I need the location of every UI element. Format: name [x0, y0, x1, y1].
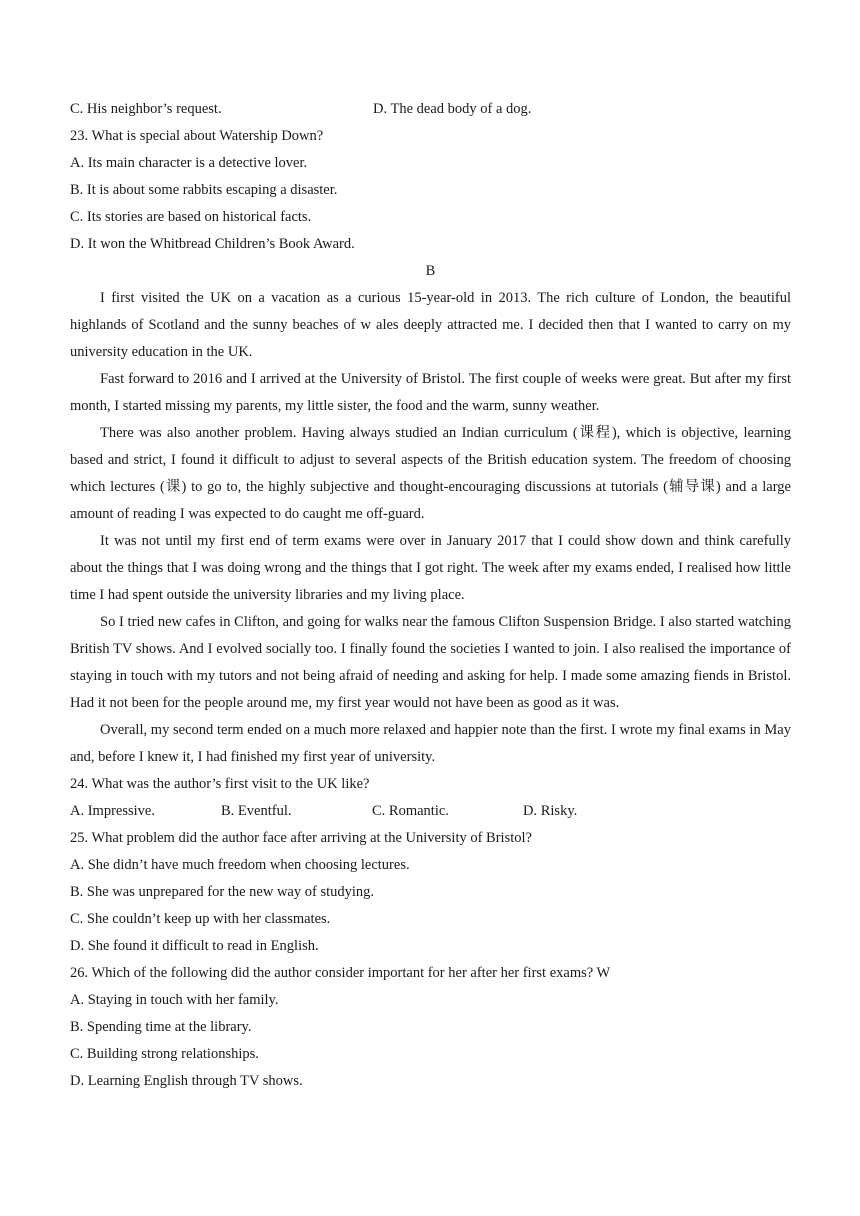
q23-option-c: C. Its stories are based on historical facts.: [70, 209, 312, 225]
passage-paragraph-4: It was not until my first end of term exams were over in January 2017 that I could show down and think carefully about the things that I was doing wrong and the things that I got right. The week after my exams ended, I realised how little time I had spent outside the university libraries and my living place.: [70, 533, 791, 603]
q25-option-d: D. She found it difficult to read in English.: [70, 938, 319, 954]
passage-paragraph-1: I first visited the UK on a vacation as a curious 15-year-old in 2013. The rich culture of London, the beautiful highlands of Scotland and the sunny beaches of w ales deeply attracted me. I decided then that I wanted to carry on my university education in the UK.: [70, 290, 791, 360]
exam-page: [70, 96, 791, 1095]
q22-option-c: C. His neighbor’s request.: [70, 101, 222, 117]
q24-option-c: C. Romantic.: [372, 803, 449, 819]
q25-question: 25. What problem did the author face after arriving at the University of Bristol?: [70, 830, 532, 846]
q26-question: 26. Which of the following did the author consider important for her after her first exams? W: [70, 965, 611, 981]
q22-options-row: [70, 96, 791, 123]
q25-option-a: A. She didn’t have much freedom when choosing lectures.: [70, 857, 410, 873]
q23-question: 23. What is special about Watership Down?: [70, 128, 324, 144]
q26-option-d: D. Learning English through TV shows.: [70, 1073, 303, 1089]
q25-option-c: C. She couldn’t keep up with her classmates.: [70, 911, 331, 927]
q24-question: 24. What was the author’s first visit to the UK like?: [70, 776, 370, 792]
passage-paragraph-2: Fast forward to 2016 and I arrived at the University of Bristol. The first couple of weeks were great. But after my first month, I started missing my parents, my little sister, the food and the warm, sunny weather.: [70, 371, 791, 414]
q26-option-b: B. Spending time at the library.: [70, 1019, 252, 1035]
q24-option-a: A. Impressive.: [70, 803, 155, 819]
q24-option-d: D. Risky.: [523, 803, 578, 819]
q23-option-d: D. It won the Whitbread Children’s Book Award.: [70, 236, 355, 252]
q24-option-b: B. Eventful.: [221, 803, 292, 819]
q24-options-row: [70, 798, 791, 825]
q26-option-c: C. Building strong relationships.: [70, 1046, 259, 1062]
section-heading: B: [425, 263, 436, 279]
passage-paragraph-5: So I tried new cafes in Clifton, and going for walks near the famous Clifton Suspension Bridge. I also started watching British TV shows. And I evolved socially too. I finally found the societies I wanted to join. I also realised the importance of staying in touch with my tutors and not being afraid of needing and asking for help. I made some amazing fiends in Bristol. Had it not been for the people around me, my first year would not have been as good as it was.: [70, 614, 791, 711]
q23-option-a: A. Its main character is a detective lover.: [70, 155, 308, 171]
passage-paragraph-3: There was also another problem. Having always studied an Indian curriculum (课程), which is objective, learning based and strict, I found it difficult to adjust to several aspects of the British education system. The freedom of choosing which lectures (课) to go to, the highly subjective and thought-encouraging discussions at tutorials (辅导课) and a large amount of reading I was expected to do caught me off-guard.: [70, 425, 791, 522]
q22-option-d: D. The dead body of a dog.: [373, 101, 532, 117]
q26-option-a: A. Staying in touch with her family.: [70, 992, 279, 1008]
q25-option-b: B. She was unprepared for the new way of studying.: [70, 884, 375, 900]
q23-option-b: B. It is about some rabbits escaping a disaster.: [70, 182, 338, 198]
passage-paragraph-6: Overall, my second term ended on a much more relaxed and happier note than the first. I wrote my final exams in May and, before I knew it, I had finished my first year of university.: [70, 722, 791, 765]
